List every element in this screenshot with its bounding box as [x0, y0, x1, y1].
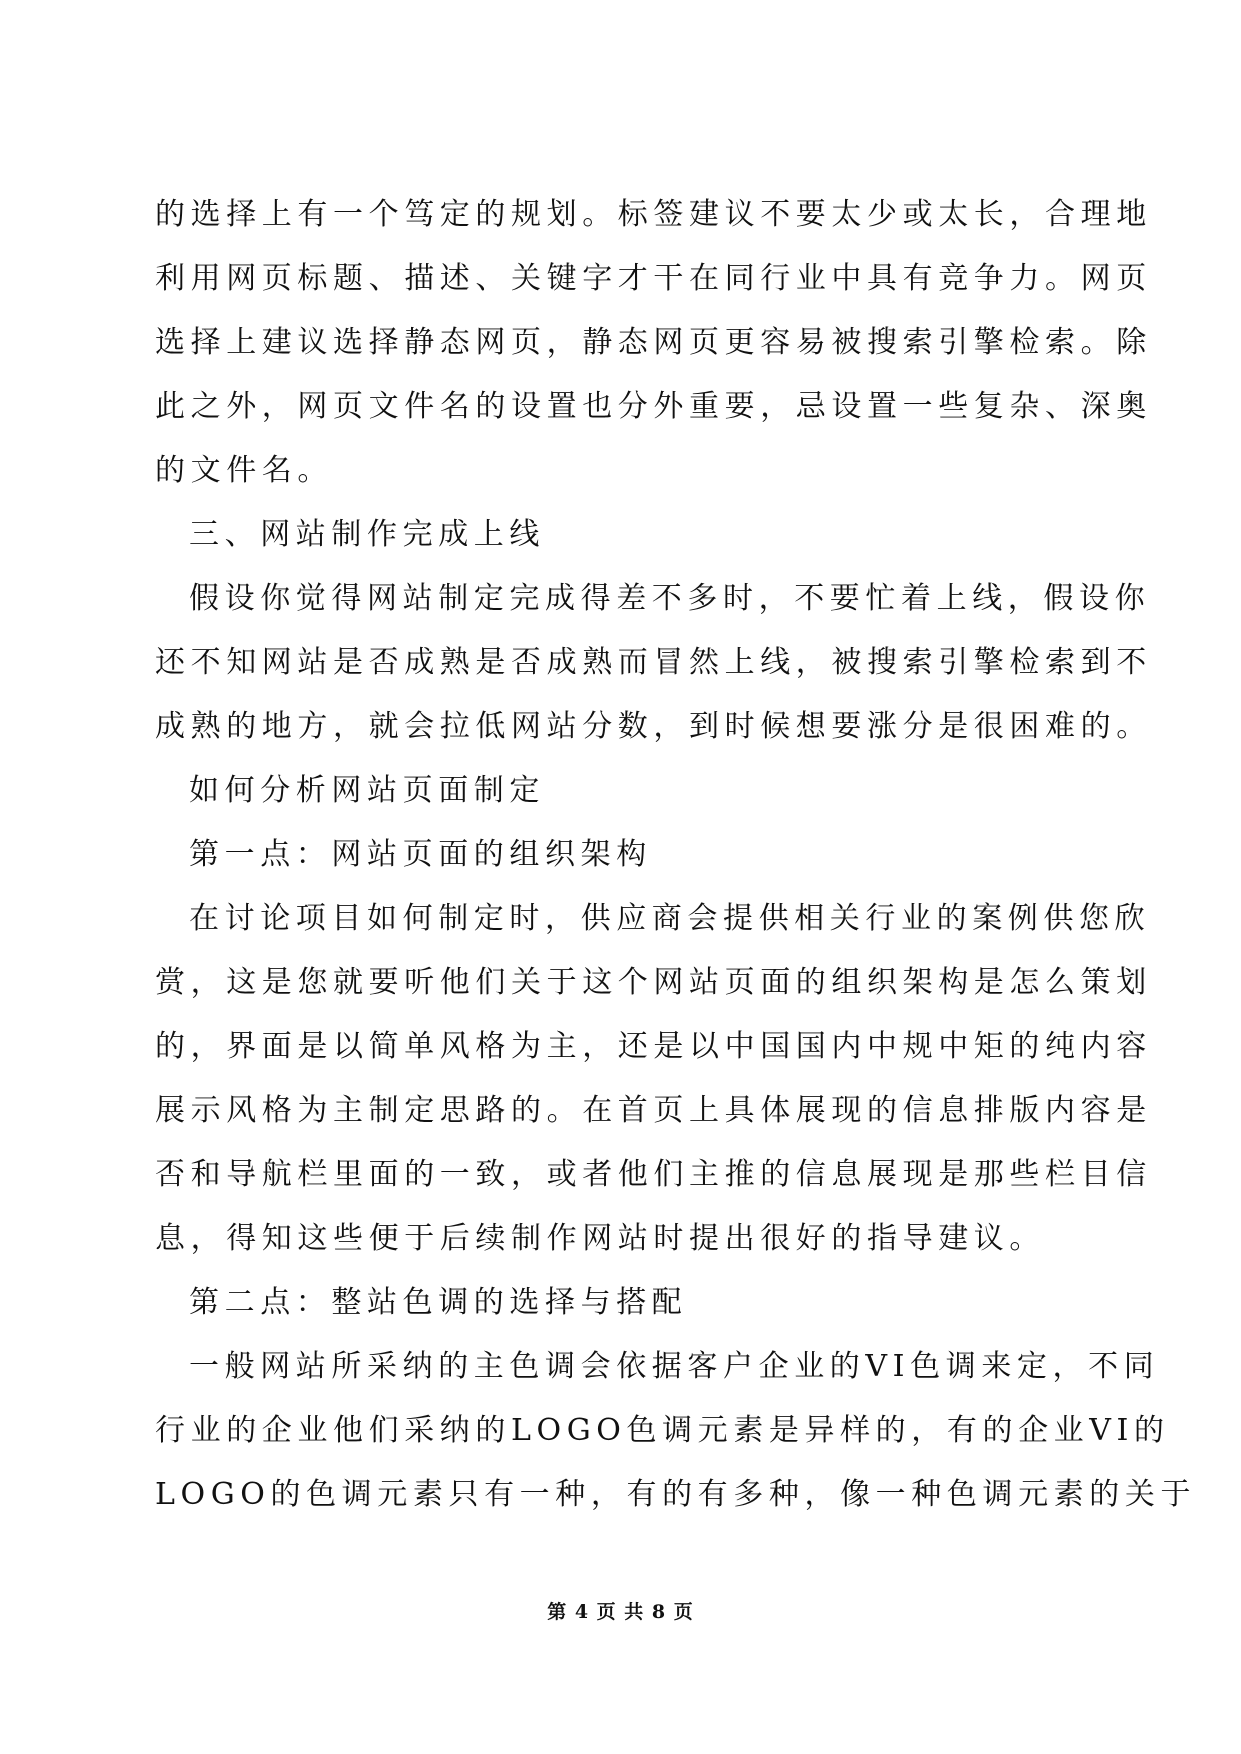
section-heading: 如何分析网站页面制定	[189, 773, 545, 808]
text-line: 的文件名。	[155, 453, 333, 488]
text-line: 否和导航栏里面的一致，或者他们主推的信息展现是那些栏目信	[155, 1157, 1152, 1192]
section-heading: 三、网站制作完成上线	[189, 517, 545, 552]
document-body	[155, 183, 1197, 1527]
text-line: 此之外，网页文件名的设置也分外重要，忌设置一些复杂、深奥	[155, 389, 1152, 424]
subsection-heading: 第一点：网站页面的组织架构	[189, 837, 652, 872]
text-line: 行业的企业他们采纳的LOGO色调元素是异样的，有的企业VI的	[155, 1413, 1170, 1448]
text-line: 假设你觉得网站制定完成得差不多时，不要忙着上线，假设你	[189, 581, 1151, 616]
text-line: 息，得知这些便于后续制作网站时提出很好的指导建议。	[155, 1221, 1045, 1256]
subsection-heading: 第二点：整站色调的选择与搭配	[189, 1285, 688, 1320]
text-line: 的，界面是以简单风格为主，还是以中国国内中规中矩的纯内容	[155, 1029, 1152, 1064]
text-line: 还不知网站是否成熟是否成熟而冒然上线，被搜索引擎检索到不	[155, 645, 1152, 680]
text-line: 的选择上有一个笃定的规划。标签建议不要太少或太长，合理地	[155, 197, 1152, 232]
text-line: 利用网页标题、描述、关键字才干在同行业中具有竞争力。网页	[155, 261, 1152, 296]
text-line: LOGO的色调元素只有一种，有的有多种，像一种色调元素的关于	[155, 1477, 1197, 1512]
text-line: 展示风格为主制定思路的。在首页上具体展现的信息排版内容是	[155, 1093, 1152, 1128]
text-line: 在讨论项目如何制定时，供应商会提供相关行业的案例供您欣	[189, 901, 1151, 936]
text-line: 一般网站所采纳的主色调会依据客户企业的VI色调来定，不同	[189, 1349, 1160, 1384]
text-line: 选择上建议选择静态网页，静态网页更容易被搜索引擎检索。除	[155, 325, 1152, 360]
page-number-footer: 第 4 页 共 8 页	[547, 1601, 694, 1623]
text-line: 成熟的地方，就会拉低网站分数，到时候想要涨分是很困难的。	[155, 709, 1152, 744]
text-line: 赏，这是您就要听他们关于这个网站页面的组织架构是怎么策划	[155, 965, 1152, 1000]
